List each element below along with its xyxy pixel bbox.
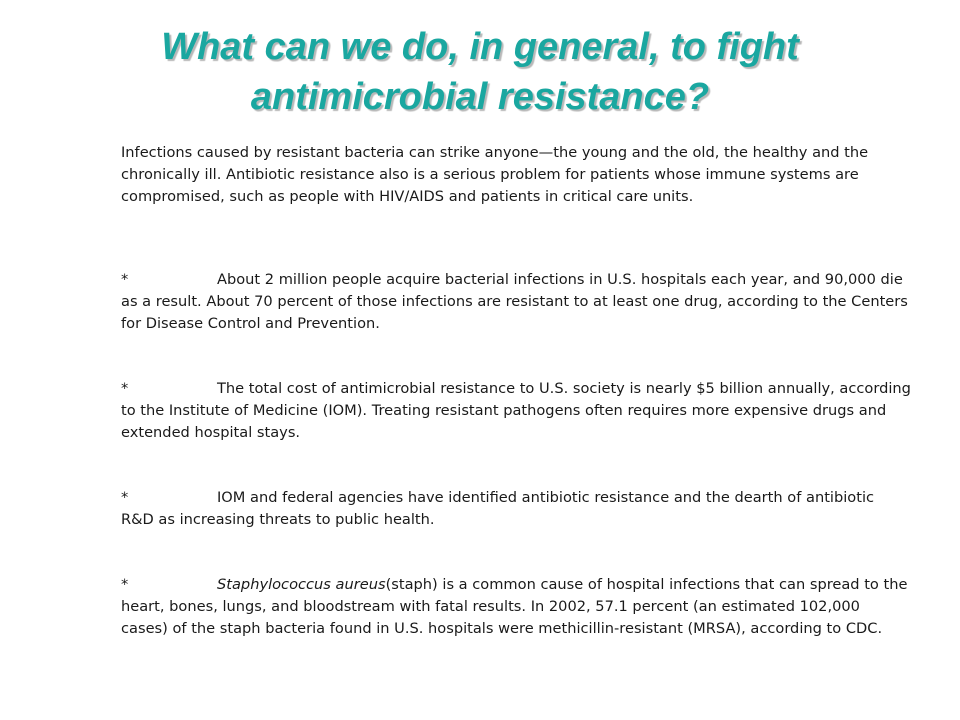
bullet-item: [121, 574, 911, 640]
intro-paragraph: Infections caused by resistant bacteria can strike anyone—the young and the old, the healthy and the chronically ill. Antibiotic resistance also is a serious problem for patients whose immune systems are compromised, such as people with HIV/AIDS and patients in critical care units.: [121, 144, 869, 205]
bullet-marker: *: [121, 576, 129, 593]
spacer: [121, 335, 911, 378]
spacer: [121, 230, 911, 269]
slide-title: What can we do, in general, to fight antimicrobial resistance?: [161, 26, 799, 118]
bullet-item: [121, 378, 911, 444]
slide-body: [121, 142, 911, 640]
bullet-marker: *: [121, 380, 129, 397]
bullet-text: IOM and federal agencies have identified antibiotic resistance and the dearth of antibiotic R&D as increasing threats to public health.: [121, 489, 875, 528]
bullet-text: About 2 million people acquire bacterial infections in U.S. hospitals each year, and 90,000 die as a result. About 70 percent of those infections are resistant to at least one drug, according to the Centers for Disease Control and Prevention.: [121, 271, 908, 332]
bullet-text: (staph) is a common cause of hospital infections that can spread to the heart, bones, lungs, and bloodstream with fatal results. In 2002, 57.1 percent (an estimated 102,000 cases) of the staph bacteria found in U.S. hospitals were methicillin-resistant (MRSA), according to CDC.: [121, 576, 908, 637]
bullet-item: [121, 269, 911, 335]
species-name: Staphylococcus aureus: [217, 576, 386, 593]
bullet-text: The total cost of antimicrobial resistance to U.S. society is nearly $5 billion annually, according to the Institute of Medicine (IOM). Treating resistant pathogens often requires more expensive drugs and extended hospital stays.: [121, 380, 911, 441]
bullet-marker: *: [121, 271, 129, 288]
spacer: [121, 444, 911, 487]
bullet-item: [121, 487, 911, 531]
bullet-marker: *: [121, 489, 129, 506]
spacer: [121, 531, 911, 574]
